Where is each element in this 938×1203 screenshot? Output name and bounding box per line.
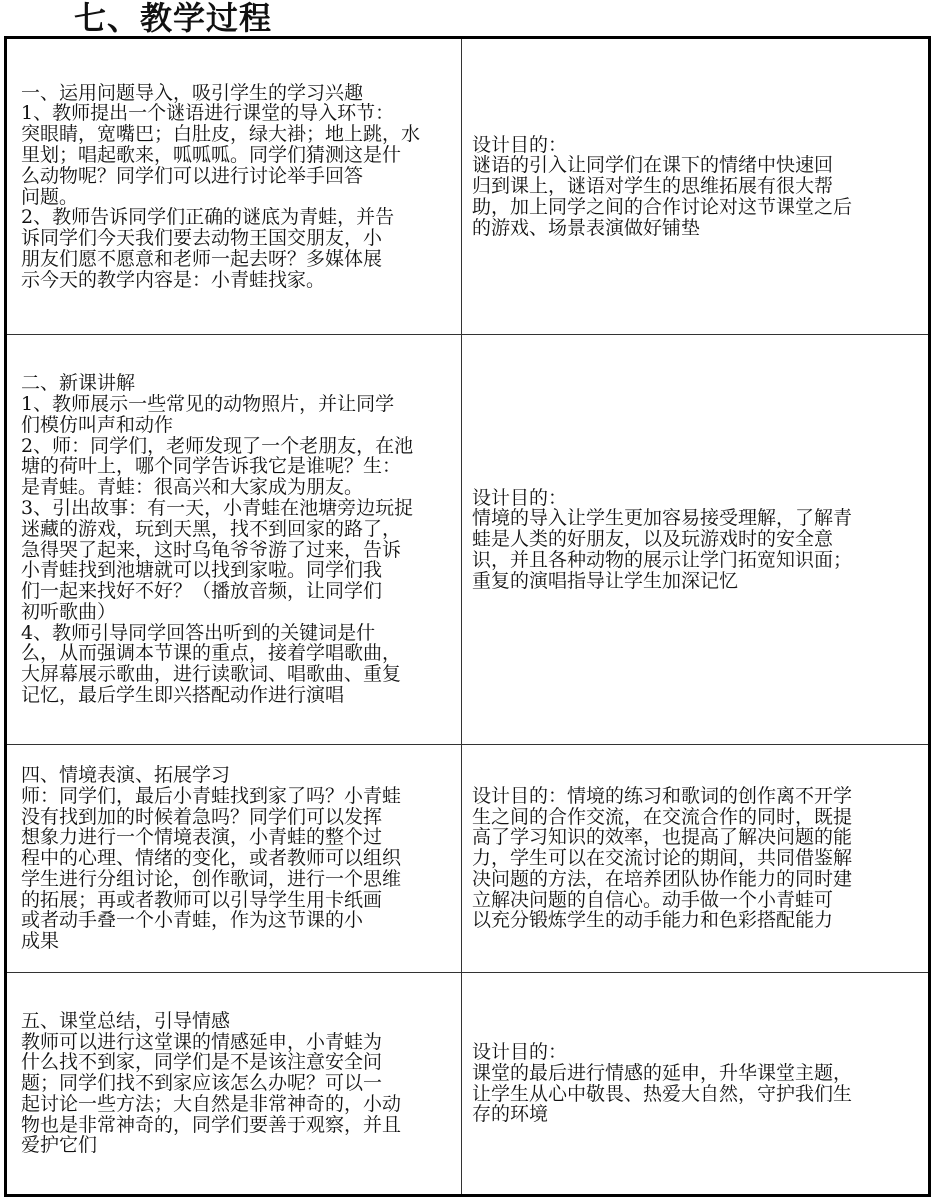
table-cell-line: 2、师：同学们，老师发现了一个老朋友，在池 <box>21 435 414 457</box>
table-cell-line: 么动物呢？同学们可以进行讨论举手回答 <box>21 165 364 187</box>
table-cell-line: 决问题的方法，在培养团队协作能力的同时建 <box>472 868 853 890</box>
table-cell-line: 起讨论一些方法；大自然是非常神奇的，小动 <box>21 1093 402 1115</box>
table-cell-line: 初听歌曲） <box>21 601 117 623</box>
table-cell-line: 助，加上同学之间的合作讨论对这节课堂之后 <box>472 196 853 218</box>
table-cell-line: 的拓展；再或者教师可以引导学生用卡纸画 <box>21 889 383 911</box>
table-cell-line: 什么找不到家，同学们是不是该注意安全问 <box>21 1052 383 1074</box>
table-cell-row2-process <box>7 335 462 745</box>
table-cell-line: 的游戏、场景表演做好铺垫 <box>472 217 701 239</box>
table-cell-line: 示今天的教学内容是：小青蛙找家。 <box>21 269 326 291</box>
table-cell-line: 塘的荷叶上，哪个同学告诉我它是谁呢？生： <box>21 456 402 478</box>
table-cell-row3-purpose <box>462 745 928 973</box>
table-cell-line: 3、引出故事：有一天，小青蛙在池塘旁边玩捉 <box>21 497 414 519</box>
table-cell-line: 识，并且各种动物的展示让学门拓宽知识面； <box>472 549 853 571</box>
table-cell-line: 或者动手叠一个小青蛙，作为这节课的小 <box>21 910 364 932</box>
table-cell-row1-purpose <box>462 39 928 335</box>
table-cell-row3-process <box>7 745 462 973</box>
table-cell-row4-process <box>7 973 462 1194</box>
table-cell-line: 1、教师展示一些常见的动物照片，并让同学 <box>21 393 395 415</box>
table-cell-line: 设计目的： <box>472 1041 568 1063</box>
table-cell-line: 立解决问题的自信心。动手做一个小青蛙可 <box>472 889 834 911</box>
table-cell-line: 程中的心理、情绪的变化，或者教师可以组织 <box>21 848 402 869</box>
table-cell-line: 朋友们愿不愿意和老师一起去呀？多媒体展 <box>21 248 383 270</box>
table-cell-line: 课堂的最后进行情感的延申，升华课堂主题， <box>472 1062 853 1084</box>
table-cell-line: 记忆，最后学生即兴搭配动作进行演唱 <box>21 685 345 706</box>
table-cell-line: 谜语的引入让同学们在课下的情绪中快速回 <box>472 155 834 177</box>
table-cell-line: 没有找到加的时候着急吗？同学们可以发挥 <box>21 806 383 828</box>
table-cell-line: 们一起来找好不好？（播放音频，让同学们 <box>21 581 383 602</box>
table-cell-line: 教师可以进行这堂课的情感延申，小青蛙为 <box>21 1031 383 1053</box>
table-cell-line: 里划；唱起歌来，呱呱呱。同学们猜测这是什 <box>21 144 402 166</box>
table-cell-line: 情境的导入让学生更加容易接受理解，了解青 <box>472 508 853 530</box>
table-cell-line: 归到课上，谜语对学生的思维拓展有很大帮 <box>472 176 834 197</box>
table-cell-line: 重复的演唱指导让学生加深记忆 <box>472 570 739 592</box>
table-cell-line: 2、教师告诉同学们正确的谜底为青蛙，并告 <box>21 207 395 229</box>
table-cell-line: 以充分锻炼学生的动手能力和色彩搭配能力 <box>472 910 834 932</box>
table-cell-line: 急得哭了起来，这时乌龟爷爷游了过来，告诉 <box>21 539 402 561</box>
table-cell-line: 4、教师引导同学回答出听到的关键词是什 <box>21 622 376 644</box>
table-cell-line: 是青蛙。青蛙：很高兴和大家成为朋友。 <box>21 477 364 498</box>
table-cell-line: 诉同学们今天我们要去动物王国交朋友，小 <box>21 228 383 249</box>
table-cell-line: 题；同学们找不到家应该怎么办呢？可以一 <box>21 1073 383 1094</box>
table-cell-line: 师：同学们，最后小青蛙找到家了吗？小青蛙 <box>21 785 402 807</box>
table-cell-line: 大屏幕展示歌曲，进行读歌词、唱歌曲、重复 <box>21 664 402 686</box>
table-cell-line: 1、教师提出一个谜语进行课堂的导入环节： <box>21 103 395 125</box>
table-cell-line: 设计目的： <box>472 134 568 156</box>
table-cell-line: 五、课堂总结，引导情感 <box>21 1010 231 1032</box>
table-cell-line: 蛙是人类的好朋友，以及玩游戏时的安全意 <box>472 529 834 550</box>
table-cell-line: 让学生从心中敬畏、热爱大自然，守护我们生 <box>472 1083 853 1105</box>
table-cell-line: 们模仿叫声和动作 <box>21 414 174 436</box>
table-cell-line: 学生进行分组讨论，创作歌词，进行一个思维 <box>21 868 402 890</box>
table-cell-line: 力，学生可以在交流讨论的期间，共同借鉴解 <box>472 848 853 869</box>
teaching-process-table <box>4 36 931 1197</box>
table-cell-line: 突眼睛，宽嘴巴；白肚皮，绿大褂；地上跳，水 <box>21 124 421 145</box>
table-cell-line: 物也是非常神奇的，同学们要善于观察，并且 <box>21 1114 402 1136</box>
table-cell-line: 迷藏的游戏，玩到天黑，找不到回家的路了， <box>21 518 402 540</box>
table-cell-line: 想象力进行一个情境表演，小青蛙的整个过 <box>21 827 383 849</box>
table-cell-line: 四、情境表演、拓展学习 <box>21 764 231 786</box>
table-cell-line: 存的环境 <box>472 1104 549 1126</box>
table-cell-line: 问题。 <box>21 186 79 208</box>
table-cell-line: 一、运用问题导入，吸引学生的学习兴趣 <box>21 82 364 104</box>
table-cell-line: 设计目的：情境的练习和歌词的创作离不开学 <box>472 785 853 807</box>
table-cell-line: 成果 <box>21 931 60 953</box>
section-heading: 七、教学过程 <box>74 0 273 37</box>
table-cell-line: 小青蛙找到池塘就可以找到家啦。同学们我 <box>21 560 383 582</box>
table-cell-line: 生之间的合作交流，在交流合作的同时，既提 <box>472 806 853 828</box>
table-cell-row2-purpose <box>462 335 928 745</box>
table-cell-line: 么，从而强调本节课的重点，接着学唱歌曲， <box>21 643 402 665</box>
table-cell-line: 高了学习知识的效率，也提高了解决问题的能 <box>472 827 853 849</box>
table-cell-row4-purpose <box>462 973 928 1194</box>
table-cell-line: 二、新课讲解 <box>21 373 136 394</box>
table-cell-line: 爱护它们 <box>21 1135 98 1157</box>
table-cell-row1-process <box>7 39 462 335</box>
table-cell-line: 设计目的： <box>472 487 568 509</box>
